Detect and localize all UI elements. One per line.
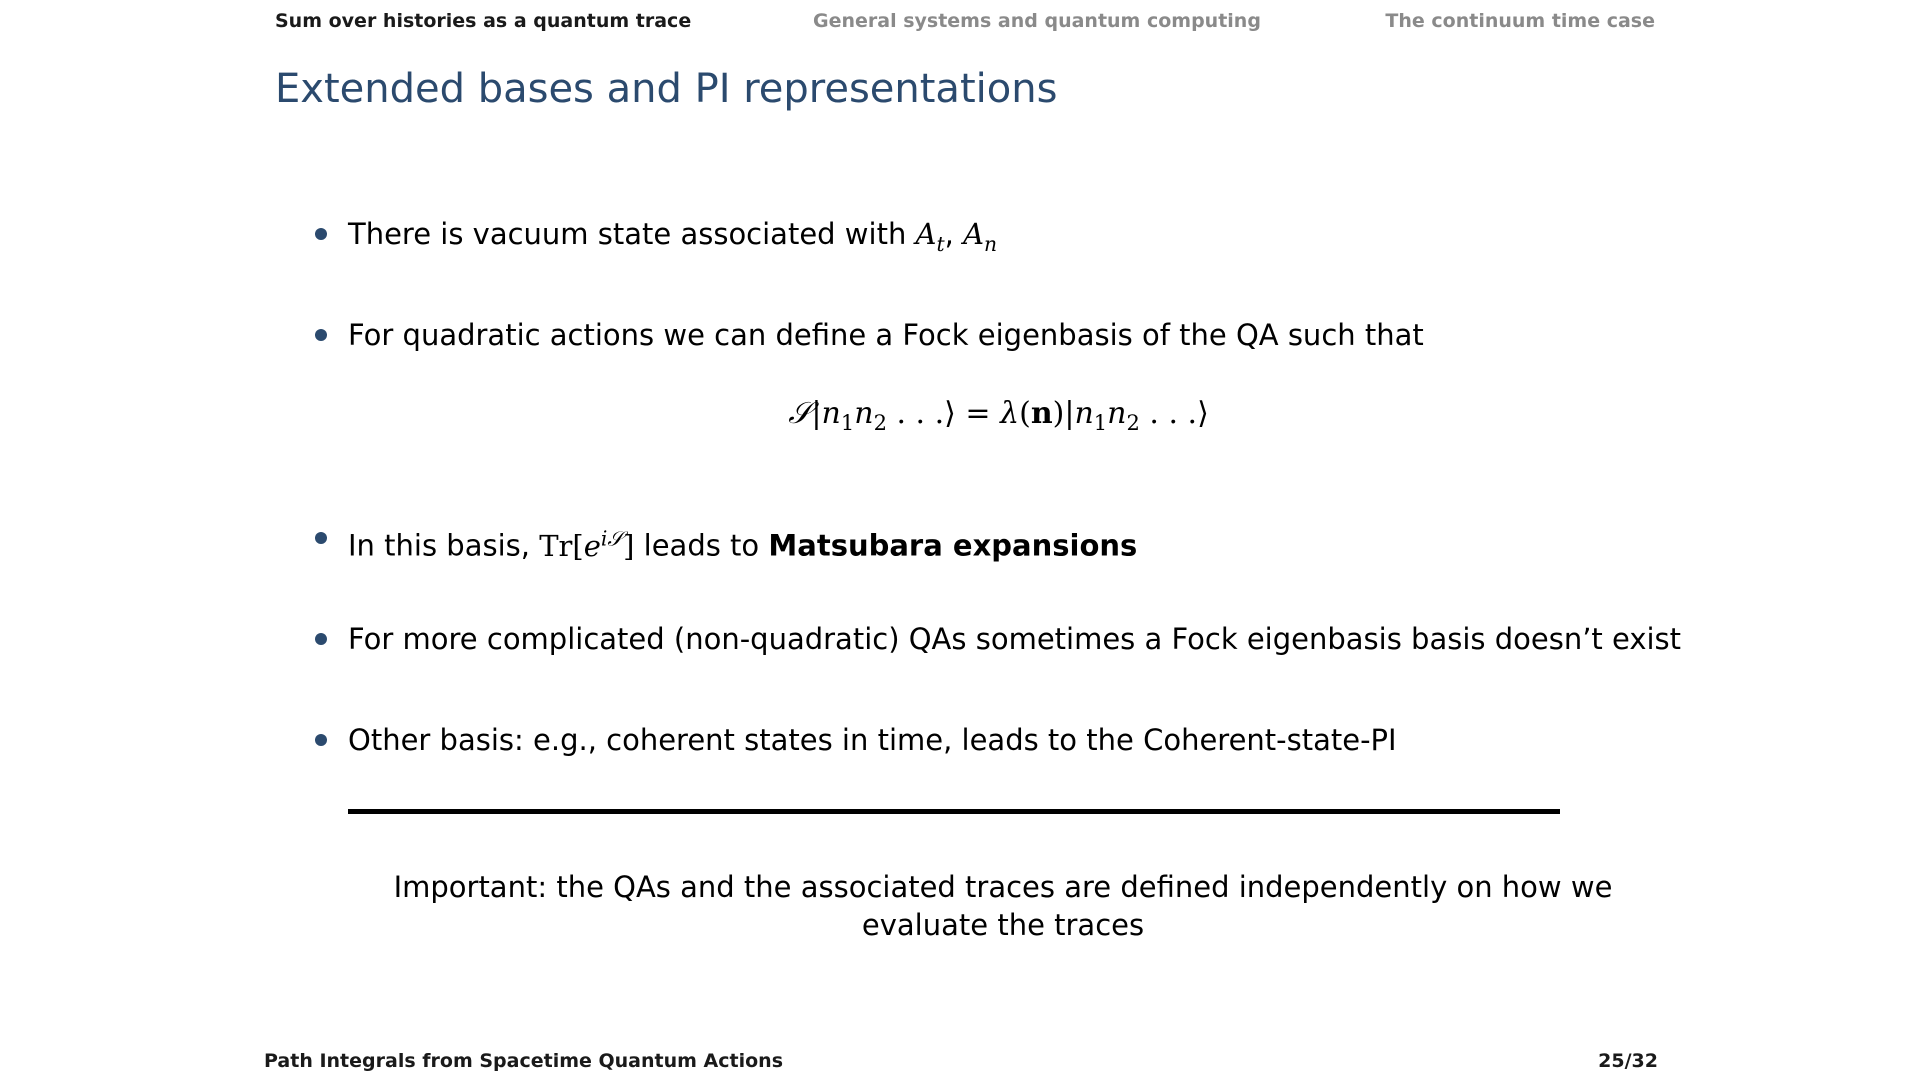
math-a-n: $A_n$ (963, 217, 998, 256)
frame-title: Extended bases and PI representations (275, 66, 1058, 112)
bullet-text-middle: leads to (643, 528, 760, 563)
bullet-text (348, 212, 997, 266)
nav-section-general-systems[interactable]: General systems and quantum computing (813, 10, 1261, 32)
section-navigation (275, 10, 1655, 40)
math-comma: , (944, 217, 954, 251)
bullet-marker (315, 633, 327, 645)
bullet-marker (315, 532, 327, 544)
nav-section-continuum-time[interactable]: The continuum time case (1385, 10, 1655, 32)
bullet-marker (315, 228, 327, 240)
horizontal-rule (348, 809, 1560, 814)
bullet-text: Other basis: e.g., coherent states in time, leads to the Coherent-state-PI (348, 723, 1397, 757)
bullet-text-prefix: In this basis, (348, 528, 530, 563)
bullet-text-bold: Matsubara expansions (768, 528, 1138, 563)
footer-title: Path Integrals from Spacetime Quantum Actions (264, 1050, 784, 1072)
bullet-text (348, 516, 1137, 568)
math-trace: $Tr[e^{i𝒮}]$ (539, 526, 635, 563)
nav-section-sum-over-histories[interactable]: Sum over histories as a quantum trace (275, 10, 692, 32)
bullet-text-main: There is vacuum state associated with (348, 217, 907, 251)
math-a-t: $A_t$ (915, 217, 945, 256)
bullet-text: For quadratic actions we can define a Fock eigenbasis of the QA such that (348, 318, 1424, 352)
eigen-equation: $𝒮|n_1n_2$ . . .⟩ = $\lambda(n)|n_1n_2$ . . .⟩ (788, 396, 1209, 435)
bullet-marker (315, 329, 327, 341)
important-note: Important: the QAs and the associated traces are defined independently on how we evaluate the traces (393, 870, 1613, 942)
bullet-text: For more complicated (non-quadratic) QAs sometimes a Fock eigenbasis basis doesn’t exist (348, 622, 1682, 656)
bullet-marker (315, 734, 327, 746)
page-number: 25/32 (1598, 1050, 1658, 1072)
